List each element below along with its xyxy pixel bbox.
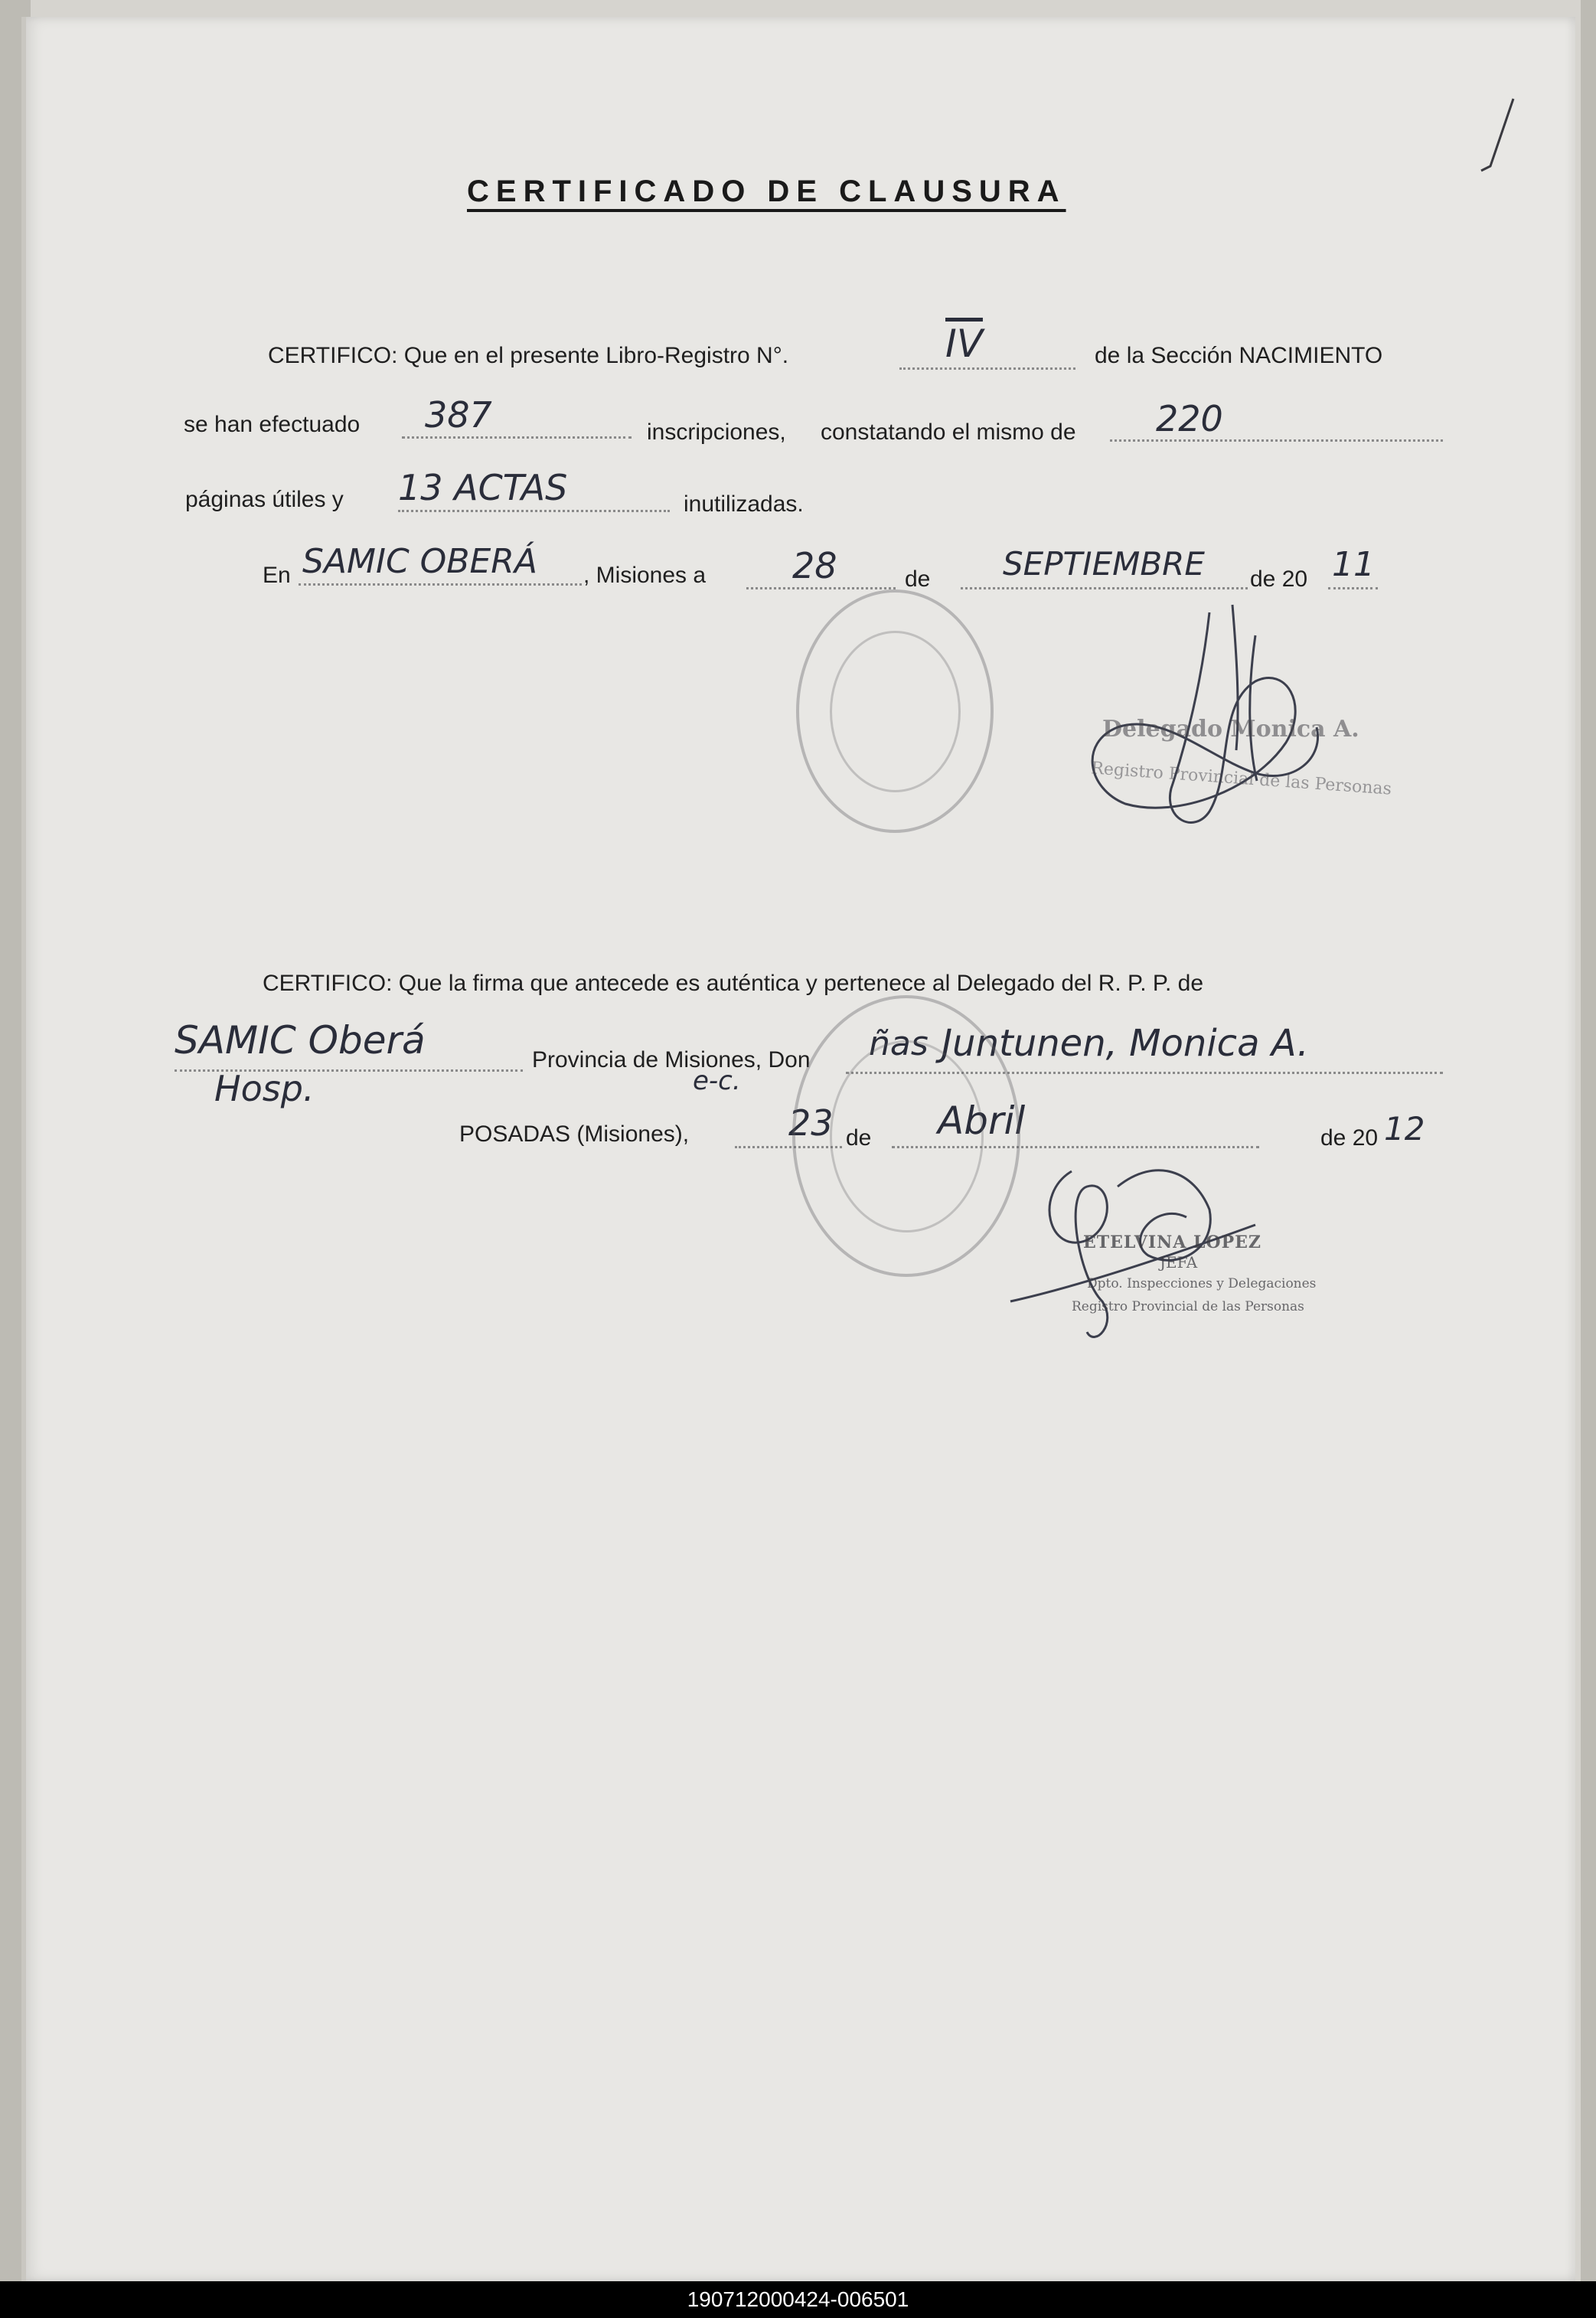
delegate-stamp-name: Delegado Monica A.: [1102, 716, 1359, 743]
pages-handwritten: 220: [1156, 398, 1223, 439]
image-id-footer: 190712000424-006501: [0, 2281, 1596, 2318]
p2-line2-mid: Provincia de Misiones, Don: [532, 1047, 811, 1072]
month2-handwritten: Abril: [938, 1099, 1026, 1143]
name-suffix-handwritten: e-c.: [693, 1066, 741, 1096]
official-seal-1-inner: [830, 631, 961, 792]
p1-line2-end: constatando el mismo de: [821, 420, 1076, 445]
void-records-handwritten: 13 ACTAS: [398, 467, 568, 508]
p1-line1-start: CERTIFICO: Que en el presente Libro-Registro N°.: [268, 343, 789, 368]
p1-line4-de20: de 20: [1250, 566, 1308, 592]
official-seal-2: [792, 995, 1020, 1277]
delegation-handwritten: SAMIC Oberá: [175, 1018, 426, 1063]
p2-line3-de: de: [846, 1125, 872, 1151]
void-records-line: [398, 508, 670, 512]
p2-line3-de20: de 20: [1320, 1125, 1379, 1151]
signer-name: ETELVINA LOPEZ: [1083, 1232, 1261, 1252]
p1-line4-en: En: [263, 563, 291, 588]
name-handwritten: Juntunen, Monica A.: [942, 1022, 1309, 1065]
day2-handwritten: 23: [788, 1102, 834, 1144]
p1-line2-start: se han efectuado: [184, 412, 361, 437]
book-number-line: [899, 366, 1075, 370]
check-mark-icon: [1458, 96, 1519, 180]
p2-line3-start: POSADAS (Misiones),: [459, 1121, 690, 1147]
book-number-handwritten: $\overline{IV}$: [945, 322, 983, 366]
signer-dept: Dpto. Inspecciones y Delegaciones: [1087, 1276, 1317, 1291]
p1-line4-misiones: , Misiones a: [583, 563, 707, 588]
p1-line4-de: de: [905, 566, 931, 592]
official-seal-1: [796, 589, 994, 833]
p1-line3-end: inutilizadas.: [684, 491, 804, 517]
year2-handwritten: 12: [1384, 1110, 1425, 1148]
delegation-handwritten-2: Hosp.: [214, 1068, 315, 1109]
delegate-stamp-org: Registro Provincial de las Personas: [1090, 759, 1392, 799]
p1-line3-start: páginas útiles y: [185, 487, 344, 512]
signer-org: Registro Provincial de las Personas: [1072, 1299, 1304, 1314]
p1-line2-mid: inscripciones,: [647, 420, 786, 445]
inscriptions-handwritten: 387: [425, 394, 492, 436]
month-handwritten: SEPTIEMBRE: [1003, 545, 1205, 583]
document-title: CERTIFICADO DE CLAUSURA: [467, 175, 1066, 208]
p2-line1: CERTIFICO: Que la firma que antecede es auténtica y pertenece al Delegado del R. P. P. de: [263, 971, 1204, 996]
place-line: [299, 582, 582, 586]
p1-line1-end: de la Sección NACIMIENTO: [1095, 343, 1383, 368]
day-handwritten: 28: [792, 545, 837, 586]
place-handwritten: SAMIC OBERÁ: [302, 542, 537, 581]
binding-edge: [21, 17, 26, 2281]
year-handwritten: 11: [1332, 545, 1375, 584]
signer-role: JEFA: [1160, 1253, 1198, 1272]
name-prefix-handwritten: ñas: [869, 1024, 929, 1063]
official-seal-2-inner: [830, 1040, 984, 1232]
